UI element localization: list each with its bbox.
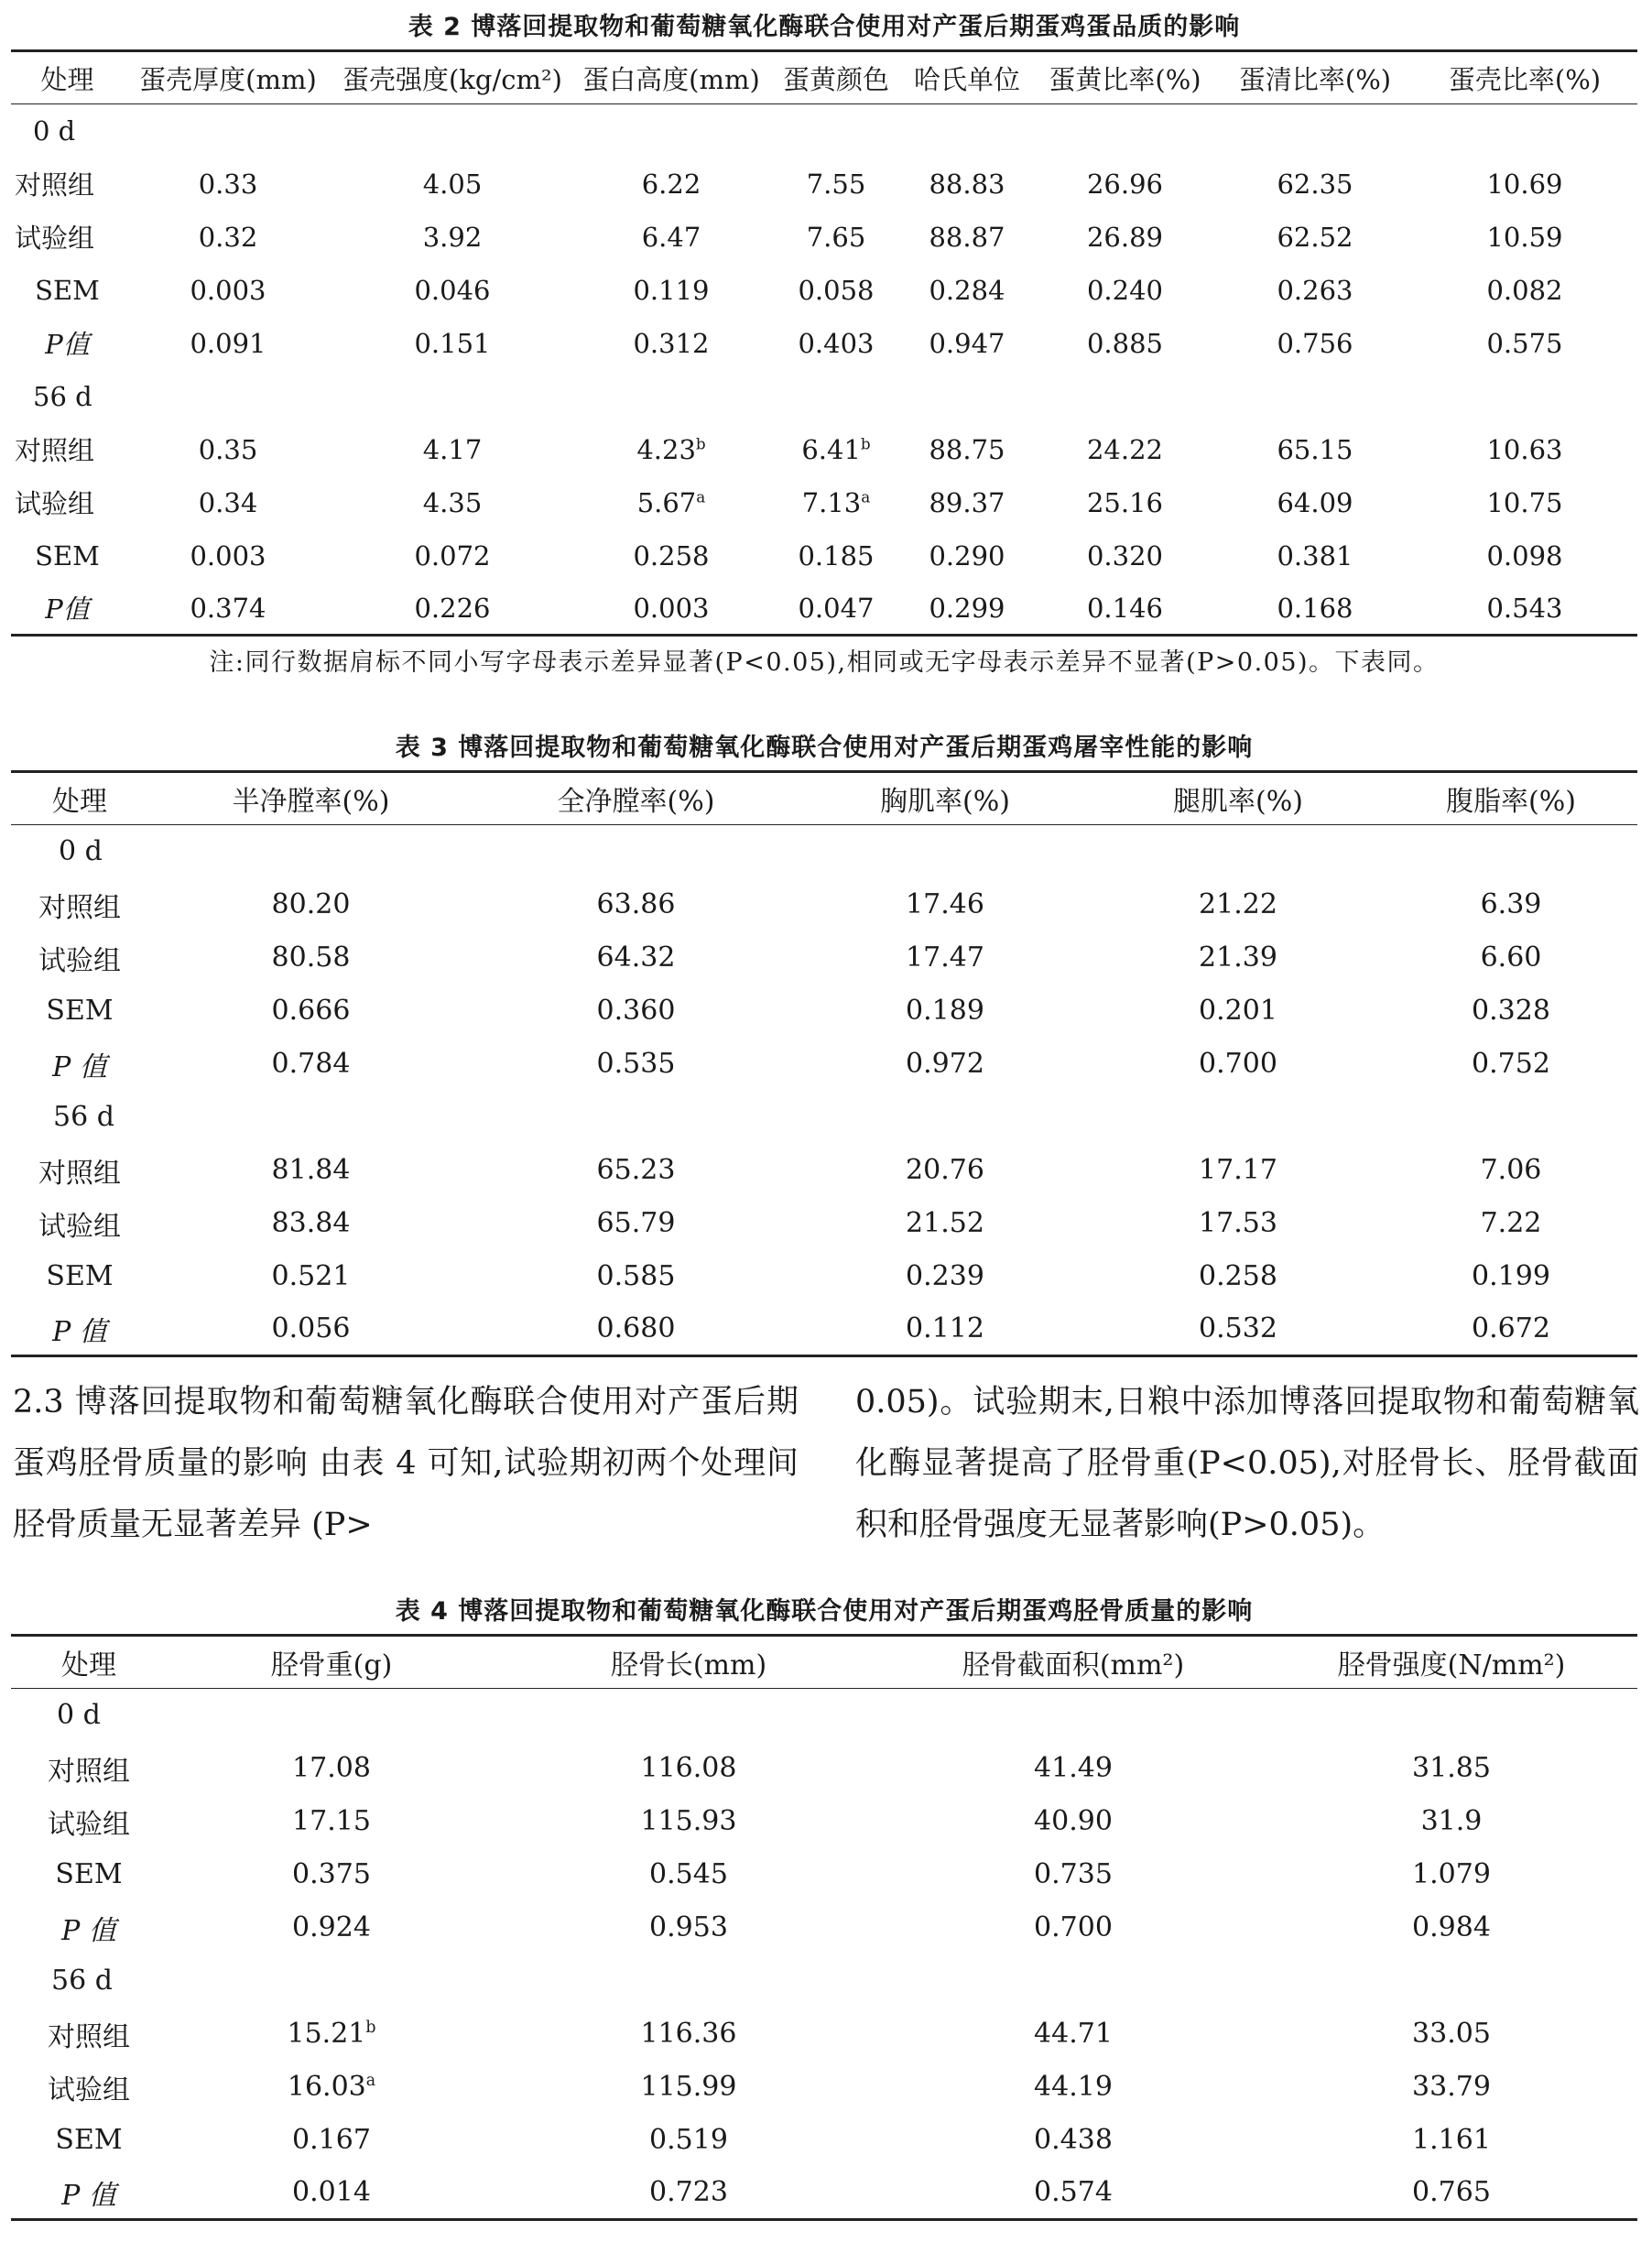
cell: 0.239 <box>906 1260 984 1292</box>
table4-header-row <box>11 1636 1637 1689</box>
cell: 0.34 <box>198 486 258 518</box>
cell: 0.151 <box>414 327 491 359</box>
table4 <box>11 1634 1637 2221</box>
cell: 44.19 <box>1034 2071 1113 2103</box>
cell: 115.93 <box>640 1805 737 1837</box>
cell: 17.15 <box>292 1805 371 1837</box>
cell: 0.003 <box>190 274 266 306</box>
cell: 0.375 <box>292 1858 371 1890</box>
superscript: a <box>696 486 706 506</box>
cell: 0.381 <box>1277 539 1353 571</box>
table4-day56-label: 56 d <box>51 1964 113 1997</box>
table3-header: 处理 <box>11 772 148 825</box>
cell: 15.21$^b$ <box>287 2018 376 2050</box>
table2-block <box>11 5 1637 690</box>
table2-note: 注:同行数据肩标不同小写字母表示差异显著(P<0.05),相同或无字母表示差异不显著(P>0.05)。下表同。 <box>209 648 1440 677</box>
table2-group-row <box>11 370 1637 423</box>
cell: 6.47 <box>641 221 701 253</box>
table4-caption: 表 4 博落回提取物和葡萄糖氧化酶联合使用对产蛋后期蛋鸡胫骨质量的影响 <box>395 1597 1254 1626</box>
cell: 10.59 <box>1486 221 1563 253</box>
table3-group-row <box>11 825 1637 878</box>
cell: 4.23$^b$ <box>636 433 706 465</box>
cell: 33.05 <box>1412 2018 1491 2050</box>
table2-row <box>11 582 1637 636</box>
cell: 33.79 <box>1412 2071 1491 2103</box>
row-label: SEM <box>46 1260 114 1292</box>
cell: 31.9 <box>1420 1805 1483 1837</box>
row-label: SEM <box>55 1858 123 1890</box>
table4-header: 胫骨截面积(mm²) <box>881 1636 1266 1689</box>
table4-row <box>11 2061 1637 2114</box>
table2-row <box>11 158 1637 211</box>
table3-row <box>11 1144 1637 1197</box>
cell: 0.003 <box>190 539 266 571</box>
table4-row <box>11 2114 1637 2167</box>
cell: 17.47 <box>906 941 984 974</box>
cell: 0.438 <box>1034 2124 1113 2156</box>
table4-group-row <box>11 1954 1637 2008</box>
cell: 65.23 <box>596 1154 676 1186</box>
cell: 4.35 <box>422 486 483 518</box>
row-label: 对照组 <box>48 2020 130 2053</box>
table2-row <box>11 211 1637 264</box>
cell: 16.03$^a$ <box>287 2071 376 2103</box>
cell: 0.953 <box>649 1911 728 1943</box>
table2-header: 蛋白高度(mm) <box>572 51 770 104</box>
section-2-3-right-column <box>855 1372 1639 1570</box>
table2-row <box>11 476 1637 529</box>
cell: 0.585 <box>596 1260 676 1292</box>
cell: 26.89 <box>1086 221 1164 253</box>
section-2-3-text-left: 2.3 博落回提取物和葡萄糖氧化酶联合使用对产蛋后期蛋鸡胫骨质量的影响 由表 4 可知,试验期初两个处理间胫骨质量无显著差异 (P> <box>13 1384 799 1543</box>
table3-block <box>11 726 1637 1357</box>
superscript: b <box>695 433 706 452</box>
cell: 7.22 <box>1480 1207 1542 1239</box>
cell: 81.84 <box>271 1154 351 1186</box>
table2-day56-label: 56 d <box>33 380 92 412</box>
cell: 0.532 <box>1092 1303 1385 1356</box>
cell: 88.83 <box>929 168 1005 200</box>
cell: 0.700 <box>1034 1911 1113 1943</box>
table4-day0-label: 0 d <box>57 1699 101 1732</box>
table2-header: 蛋黄颜色 <box>770 51 902 104</box>
table3-day0-label: 0 d <box>59 835 103 868</box>
table3-row <box>11 1303 1637 1356</box>
cell: 88.87 <box>929 221 1005 253</box>
cell: 6.60 <box>1480 941 1542 974</box>
cell: 80.58 <box>271 941 351 974</box>
row-label: 对照组 <box>15 435 95 466</box>
table2-day0-label: 0 d <box>33 114 76 147</box>
cell: 17.46 <box>906 888 984 920</box>
table3-header: 腿肌率(%) <box>1092 772 1385 825</box>
cell: 0.666 <box>271 995 351 1027</box>
cell: 25.16 <box>1086 486 1164 518</box>
table2-header: 蛋壳比率(%) <box>1412 51 1637 104</box>
cell: 0.35 <box>198 433 258 465</box>
table3-row <box>11 878 1637 931</box>
cell: 17.08 <box>292 1752 371 1784</box>
cell: 0.199 <box>1472 1260 1550 1292</box>
row-label: P 值 <box>52 1050 107 1083</box>
row-label: P 值 <box>61 1914 116 1947</box>
cell: 0.360 <box>596 995 676 1027</box>
cell: 0.119 <box>633 274 710 306</box>
table3 <box>11 770 1637 1357</box>
table3-group-row <box>11 1091 1637 1144</box>
cell: 64.09 <box>1277 486 1353 518</box>
table2-row <box>11 529 1637 582</box>
cell: 0.723 <box>496 2167 881 2220</box>
cell: 0.098 <box>1486 539 1563 571</box>
cell: 0.374 <box>124 582 332 636</box>
superscript: a <box>365 2072 376 2090</box>
cell: 5.67$^a$ <box>636 486 706 518</box>
cell: 24.22 <box>1086 433 1164 465</box>
table2-header: 哈氏单位 <box>902 51 1032 104</box>
cell: 7.55 <box>806 168 866 200</box>
cell: 21.22 <box>1199 888 1277 920</box>
table4-row <box>11 1901 1637 1954</box>
row-label: P值 <box>11 582 124 636</box>
cell: 0.752 <box>1472 1048 1550 1080</box>
cell: 0.189 <box>906 995 984 1027</box>
table2-header: 蛋清比率(%) <box>1218 51 1412 104</box>
cell: 0.403 <box>798 327 875 359</box>
cell: 31.85 <box>1412 1752 1491 1784</box>
superscript: b <box>365 2019 376 2037</box>
table2-row <box>11 423 1637 476</box>
table2-row <box>11 317 1637 370</box>
cell: 62.35 <box>1277 168 1353 200</box>
cell: 0.33 <box>198 168 258 200</box>
table3-row <box>11 1250 1637 1303</box>
cell: 0.168 <box>1218 582 1412 636</box>
table3-row <box>11 985 1637 1038</box>
cell: 0.072 <box>414 539 491 571</box>
cell: 1.079 <box>1412 1858 1491 1890</box>
cell: 0.258 <box>633 539 710 571</box>
cell: 89.37 <box>929 486 1005 518</box>
cell: 4.17 <box>422 433 483 465</box>
cell: 10.63 <box>1486 433 1563 465</box>
cell: 0.680 <box>473 1303 799 1356</box>
cell: 0.924 <box>292 1911 371 1943</box>
cell: 0.146 <box>1032 582 1218 636</box>
cell: 0.167 <box>292 2124 371 2156</box>
cell: 21.52 <box>906 1207 984 1239</box>
section-2-3-left-column <box>13 1372 799 1570</box>
cell: 0.290 <box>929 539 1005 571</box>
table4-row <box>11 2008 1637 2061</box>
cell: 0.112 <box>799 1303 1092 1356</box>
cell: 115.99 <box>640 2071 737 2103</box>
row-label: 对照组 <box>48 1755 130 1788</box>
cell: 62.52 <box>1277 221 1353 253</box>
table3-header: 腹脂率(%) <box>1385 772 1637 825</box>
table4-group-row <box>11 1689 1637 1742</box>
table2-header: 处理 <box>11 51 124 104</box>
cell: 0.328 <box>1472 995 1550 1027</box>
table2-group-row <box>11 104 1637 158</box>
cell: 6.41$^b$ <box>801 433 871 465</box>
cell: 0.226 <box>332 582 572 636</box>
row-label: P 值 <box>11 1303 148 1356</box>
table4-row <box>11 2167 1637 2220</box>
cell: 0.003 <box>572 582 770 636</box>
cell: 116.36 <box>640 2018 737 2050</box>
row-label: 试验组 <box>48 1808 130 1841</box>
table4-header: 胫骨强度(N/mm²) <box>1266 1636 1637 1689</box>
cell: 0.521 <box>271 1260 351 1292</box>
cell: 116.08 <box>640 1752 737 1784</box>
cell: 64.32 <box>596 941 676 974</box>
cell: 0.284 <box>929 274 1005 306</box>
cell: 0.756 <box>1277 327 1353 359</box>
cell: 0.543 <box>1412 582 1637 636</box>
cell: 0.056 <box>148 1303 473 1356</box>
cell: 26.96 <box>1086 168 1164 200</box>
cell: 0.735 <box>1034 1858 1113 1890</box>
cell: 0.984 <box>1412 1911 1491 1943</box>
cell: 65.15 <box>1277 433 1353 465</box>
table2-header-row <box>11 51 1637 104</box>
cell: 80.20 <box>271 888 351 920</box>
row-label: 试验组 <box>48 2073 130 2106</box>
cell: 10.69 <box>1486 168 1563 200</box>
cell: 0.320 <box>1086 539 1164 571</box>
row-label: P值 <box>45 329 90 360</box>
row-label: 试验组 <box>38 1210 121 1243</box>
cell: 65.79 <box>596 1207 676 1239</box>
cell: 0.574 <box>881 2167 1266 2220</box>
cell: 0.263 <box>1277 274 1353 306</box>
cell: 21.39 <box>1199 941 1277 974</box>
cell: 0.014 <box>167 2167 496 2220</box>
cell: 0.240 <box>1086 274 1164 306</box>
row-label: SEM <box>46 995 114 1027</box>
cell: 3.92 <box>422 221 483 253</box>
table4-header: 胫骨长(mm) <box>496 1636 881 1689</box>
cell: 6.39 <box>1480 888 1542 920</box>
table2-header: 蛋壳强度(kg/cm²) <box>332 51 572 104</box>
table3-row <box>11 1197 1637 1250</box>
table3-header: 胸肌率(%) <box>799 772 1092 825</box>
superscript: a <box>861 486 871 506</box>
table4-row <box>11 1848 1637 1901</box>
row-label: 对照组 <box>15 169 95 201</box>
cell: 0.047 <box>770 582 902 636</box>
row-label: P 值 <box>11 2167 167 2220</box>
table4-row <box>11 1742 1637 1795</box>
table2 <box>11 49 1637 637</box>
cell: 0.545 <box>649 1858 728 1890</box>
cell: 0.784 <box>271 1048 351 1080</box>
table2-header: 蛋黄比率(%) <box>1032 51 1218 104</box>
table2-header: 蛋壳厚度(mm) <box>124 51 332 104</box>
cell: 1.161 <box>1412 2124 1491 2156</box>
cell: 7.13$^a$ <box>801 486 871 518</box>
cell: 0.700 <box>1199 1048 1277 1080</box>
row-label: SEM <box>55 2124 123 2156</box>
cell: 83.84 <box>271 1207 351 1239</box>
cell: 0.201 <box>1199 995 1277 1027</box>
cell: 6.22 <box>641 168 701 200</box>
table3-caption: 表 3 博落回提取物和葡萄糖氧化酶联合使用对产蛋后期蛋鸡屠宰性能的影响 <box>395 734 1254 762</box>
cell: 0.185 <box>798 539 875 571</box>
table3-row <box>11 931 1637 985</box>
cell: 0.947 <box>929 327 1005 359</box>
cell: 0.312 <box>633 327 710 359</box>
table3-day56-label: 56 d <box>53 1101 114 1133</box>
table3-header-row <box>11 772 1637 825</box>
cell: 0.32 <box>198 221 258 253</box>
row-label: 试验组 <box>38 944 121 977</box>
cell: 41.49 <box>1034 1752 1113 1784</box>
cell: 0.972 <box>906 1048 984 1080</box>
cell: 0.058 <box>798 274 875 306</box>
cell: 44.71 <box>1034 2018 1113 2050</box>
cell: 0.046 <box>414 274 491 306</box>
table2-caption: 表 2 博落回提取物和葡萄糖氧化酶联合使用对产蛋后期蛋鸡蛋品质的影响 <box>408 13 1241 41</box>
table2-row <box>11 264 1637 317</box>
cell: 0.575 <box>1486 327 1563 359</box>
cell: 0.082 <box>1486 274 1563 306</box>
table3-row <box>11 1038 1637 1091</box>
table4-header: 胫骨重(g) <box>167 1636 496 1689</box>
cell: 0.535 <box>596 1048 676 1080</box>
cell: 88.75 <box>929 433 1005 465</box>
cell: 20.76 <box>906 1154 984 1186</box>
table4-block <box>11 1590 1637 2221</box>
row-label: 对照组 <box>38 891 121 924</box>
cell: 0.885 <box>1086 327 1164 359</box>
cell: 0.519 <box>649 2124 728 2156</box>
cell: 7.65 <box>806 221 866 253</box>
cell: 17.17 <box>1199 1154 1277 1186</box>
cell: 0.299 <box>902 582 1032 636</box>
row-label: 试验组 <box>15 223 95 254</box>
section-2-3-text-right: 0.05)。试验期末,日粮中添加博落回提取物和葡萄糖氧化酶显著提高了胫骨重(P<0.05),对胫骨长、胫骨截面积和胫骨强度无显著影响(P>0.05)。 <box>855 1384 1639 1543</box>
row-label: 试验组 <box>15 488 95 519</box>
row-label: SEM <box>35 539 100 571</box>
table4-header: 处理 <box>11 1636 167 1689</box>
cell: 40.90 <box>1034 1805 1113 1837</box>
superscript: b <box>860 433 871 452</box>
cell: 4.05 <box>422 168 483 200</box>
cell: 0.672 <box>1385 1303 1637 1356</box>
cell: 0.765 <box>1266 2167 1637 2220</box>
cell: 7.06 <box>1480 1154 1542 1186</box>
row-label: 对照组 <box>38 1157 121 1190</box>
cell: 17.53 <box>1199 1207 1277 1239</box>
table3-header: 全净膛率(%) <box>473 772 799 825</box>
row-label: SEM <box>35 274 100 306</box>
cell: 0.258 <box>1199 1260 1277 1292</box>
table4-row <box>11 1795 1637 1848</box>
cell: 0.091 <box>190 327 266 359</box>
table3-header: 半净膛率(%) <box>148 772 473 825</box>
cell: 10.75 <box>1486 486 1563 518</box>
cell: 63.86 <box>596 888 676 920</box>
